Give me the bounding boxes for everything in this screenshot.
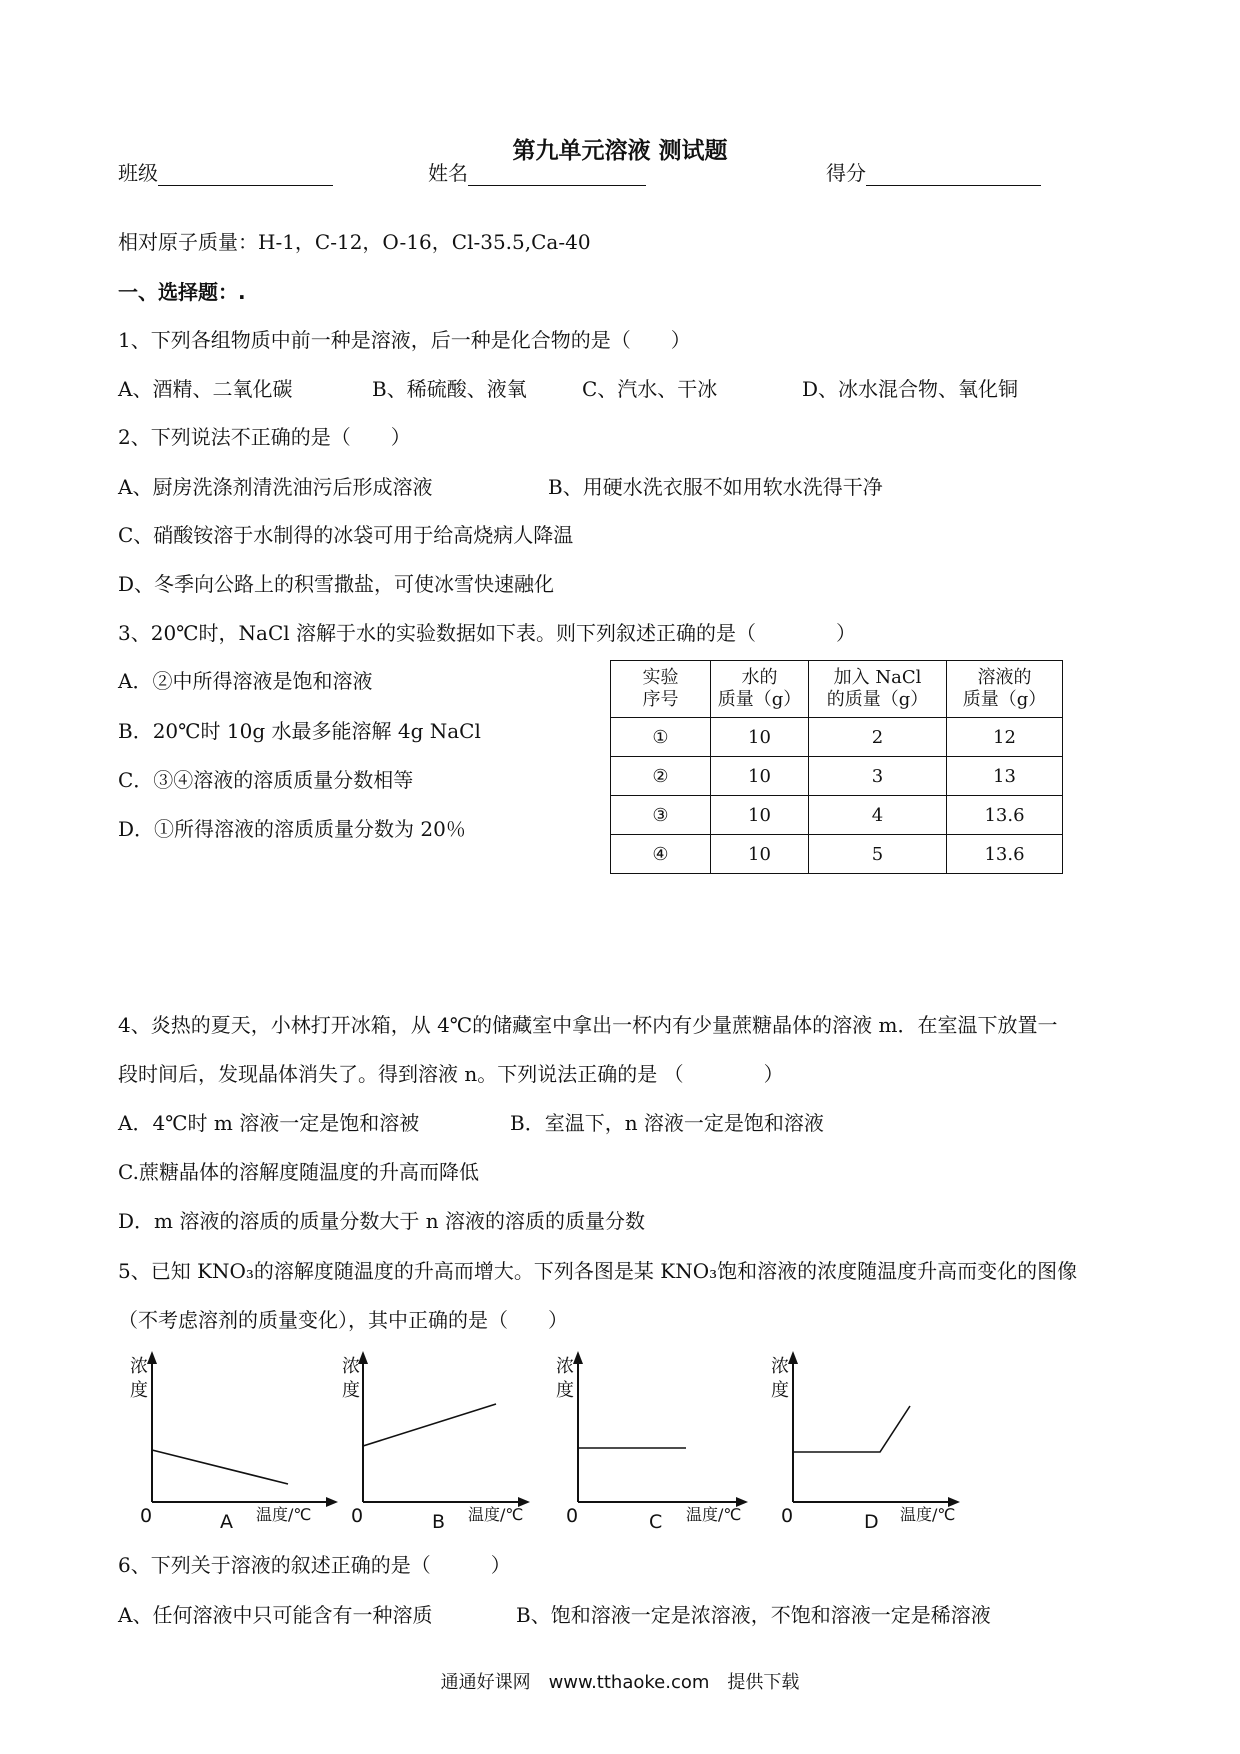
table-cell: 13.6 — [947, 835, 1063, 874]
q3-option-b: B．20℃时 10g 水最多能溶解 4g NaCl — [118, 719, 481, 743]
score-label: 得分 — [826, 161, 866, 185]
table-cell: 10 — [711, 835, 809, 874]
table-cell: ③ — [611, 796, 711, 835]
graph-c — [556, 1351, 748, 1530]
graph-xlabel: 温度/℃ — [468, 1505, 524, 1524]
q2-option-b: B、用硬水洗衣服不如用软水洗得干净 — [548, 475, 883, 499]
option-label-a: A — [220, 1511, 233, 1530]
table-cell: 13 — [947, 757, 1063, 796]
table-row — [611, 835, 1063, 874]
graph-ylabel-2: 度 — [130, 1380, 148, 1401]
graph-xlabel: 温度/℃ — [686, 1505, 742, 1524]
graph-ylabel-1: 浓 — [556, 1356, 574, 1377]
option-label-c: C — [649, 1511, 663, 1530]
graph-ylabel-2: 度 — [771, 1380, 789, 1401]
q5-stem-line2: （不考虑溶剂的质量变化），其中正确的是（ ） — [118, 1308, 568, 1332]
curve-d — [793, 1406, 910, 1452]
option-label-d: D — [864, 1511, 879, 1530]
curve-a — [152, 1450, 288, 1484]
page-footer: 通通好课网 www.tthaoke.com 提供下载 — [440, 1672, 800, 1693]
table-header-cell: 实验 序号 — [611, 661, 711, 718]
q6-option-b: B、饱和溶液一定是浓溶液，不饱和溶液一定是稀溶液 — [516, 1603, 991, 1627]
graph-ylabel-1: 浓 — [342, 1356, 360, 1377]
q3-data-table — [610, 660, 1063, 874]
q1-option-c: C、汽水、干冰 — [582, 377, 718, 401]
name-label: 姓名 — [428, 161, 468, 185]
curve-b — [363, 1404, 496, 1446]
table-cell: ② — [611, 757, 711, 796]
table-cell: 13.6 — [947, 796, 1063, 835]
name-blank[interactable] — [468, 163, 646, 186]
table-cell: 3 — [809, 757, 947, 796]
class-label: 班级 — [118, 161, 158, 185]
graph-b — [342, 1351, 530, 1530]
atomic-masses: 相对原子质量：H-1，C-12，O-16，Cl-35.5,Ca-40 — [118, 230, 591, 254]
graph-ylabel-2: 度 — [342, 1380, 360, 1401]
graph-ylabel-1: 浓 — [130, 1356, 148, 1377]
q5-graphs — [120, 1350, 1120, 1530]
score-field — [826, 160, 1041, 186]
q4-stem-line2: 段时间后，发现晶体消失了。得到溶液 n。下列说法正确的是 （ ） — [118, 1062, 784, 1086]
graph-origin: 0 — [351, 1505, 364, 1527]
table-row — [611, 796, 1063, 835]
q4-option-d: D．m 溶液的溶质的质量分数大于 n 溶液的溶质的质量分数 — [118, 1209, 645, 1233]
table-cell: ① — [611, 718, 711, 757]
q4-option-b: B．室温下，n 溶液一定是饱和溶液 — [510, 1111, 824, 1135]
option-label-b: B — [432, 1511, 446, 1530]
score-blank[interactable] — [866, 163, 1041, 186]
table-header-cell: 溶液的 质量（g） — [947, 661, 1063, 718]
graph-a — [130, 1351, 338, 1530]
q2-option-a: A、厨房洗涤剂清洗油污后形成溶液 — [118, 475, 433, 499]
q1-option-a: A、酒精、二氧化碳 — [118, 377, 293, 401]
q4-option-c: C.蔗糖晶体的溶解度随温度的升高而降低 — [118, 1160, 479, 1184]
graph-xlabel: 温度/℃ — [256, 1505, 312, 1524]
class-blank[interactable] — [158, 163, 333, 186]
q6-option-a: A、任何溶液中只可能含有一种溶质 — [118, 1603, 433, 1627]
table-cell: 10 — [711, 796, 809, 835]
q2-option-c: C、硝酸铵溶于水制得的冰袋可用于给高烧病人降温 — [118, 523, 574, 547]
q3-option-a: A．②中所得溶液是饱和溶液 — [118, 669, 373, 693]
q5-stem-line1: 5、已知 KNO₃的溶解度随温度的升高而增大。下列各图是某 KNO₃饱和溶液的浓度随温度升高而变化的图像 — [118, 1259, 1078, 1283]
q1-option-b: B、稀硫酸、液氧 — [372, 377, 527, 401]
q1-option-d: D、冰水混合物、氧化铜 — [802, 377, 1019, 401]
page-title: 第九单元溶液 测试题 — [512, 138, 728, 164]
q1-stem: 1、下列各组物质中前一种是溶液，后一种是化合物的是（ ） — [118, 328, 691, 352]
q3-option-d: D．①所得溶液的溶质质量分数为 20％ — [118, 817, 466, 841]
table-header-row — [611, 661, 1063, 718]
graph-origin: 0 — [781, 1505, 794, 1527]
table-cell: 10 — [711, 757, 809, 796]
graph-ylabel-2: 度 — [556, 1380, 574, 1401]
section-heading: 一、选择题：. — [118, 280, 246, 304]
graph-ylabel-1: 浓 — [771, 1356, 789, 1377]
class-field — [118, 160, 333, 186]
table-row — [611, 718, 1063, 757]
q3-option-c: C．③④溶液的溶质质量分数相等 — [118, 768, 414, 792]
graph-xlabel: 温度/℃ — [900, 1505, 956, 1524]
graph-d — [771, 1351, 960, 1530]
table-cell: 4 — [809, 796, 947, 835]
table-cell: 12 — [947, 718, 1063, 757]
table-cell: ④ — [611, 835, 711, 874]
table-cell: 10 — [711, 718, 809, 757]
q2-stem: 2、下列说法不正确的是（ ） — [118, 425, 411, 449]
graph-origin: 0 — [566, 1505, 579, 1527]
table-cell: 2 — [809, 718, 947, 757]
table-header-cell: 加入 NaCl 的质量（g） — [809, 661, 947, 718]
table-row — [611, 757, 1063, 796]
graph-origin: 0 — [140, 1505, 153, 1527]
table-cell: 5 — [809, 835, 947, 874]
q2-option-d: D、冬季向公路上的积雪撒盐，可使冰雪快速融化 — [118, 572, 555, 596]
table-header-cell: 水的 质量（g） — [711, 661, 809, 718]
q4-option-a: A．4℃时 m 溶液一定是饱和溶被 — [118, 1111, 420, 1135]
name-field — [428, 160, 646, 186]
q6-stem: 6、下列关于溶液的叙述正确的是（ ） — [118, 1553, 511, 1577]
q3-stem: 3、20℃时，NaCl 溶解于水的实验数据如下表。则下列叙述正确的是（ ） — [118, 621, 857, 645]
q4-stem-line1: 4、炎热的夏天，小林打开冰箱，从 4℃的储藏室中拿出一杯内有少量蔗糖晶体的溶液 m．在室温下放置一 — [118, 1013, 1058, 1037]
